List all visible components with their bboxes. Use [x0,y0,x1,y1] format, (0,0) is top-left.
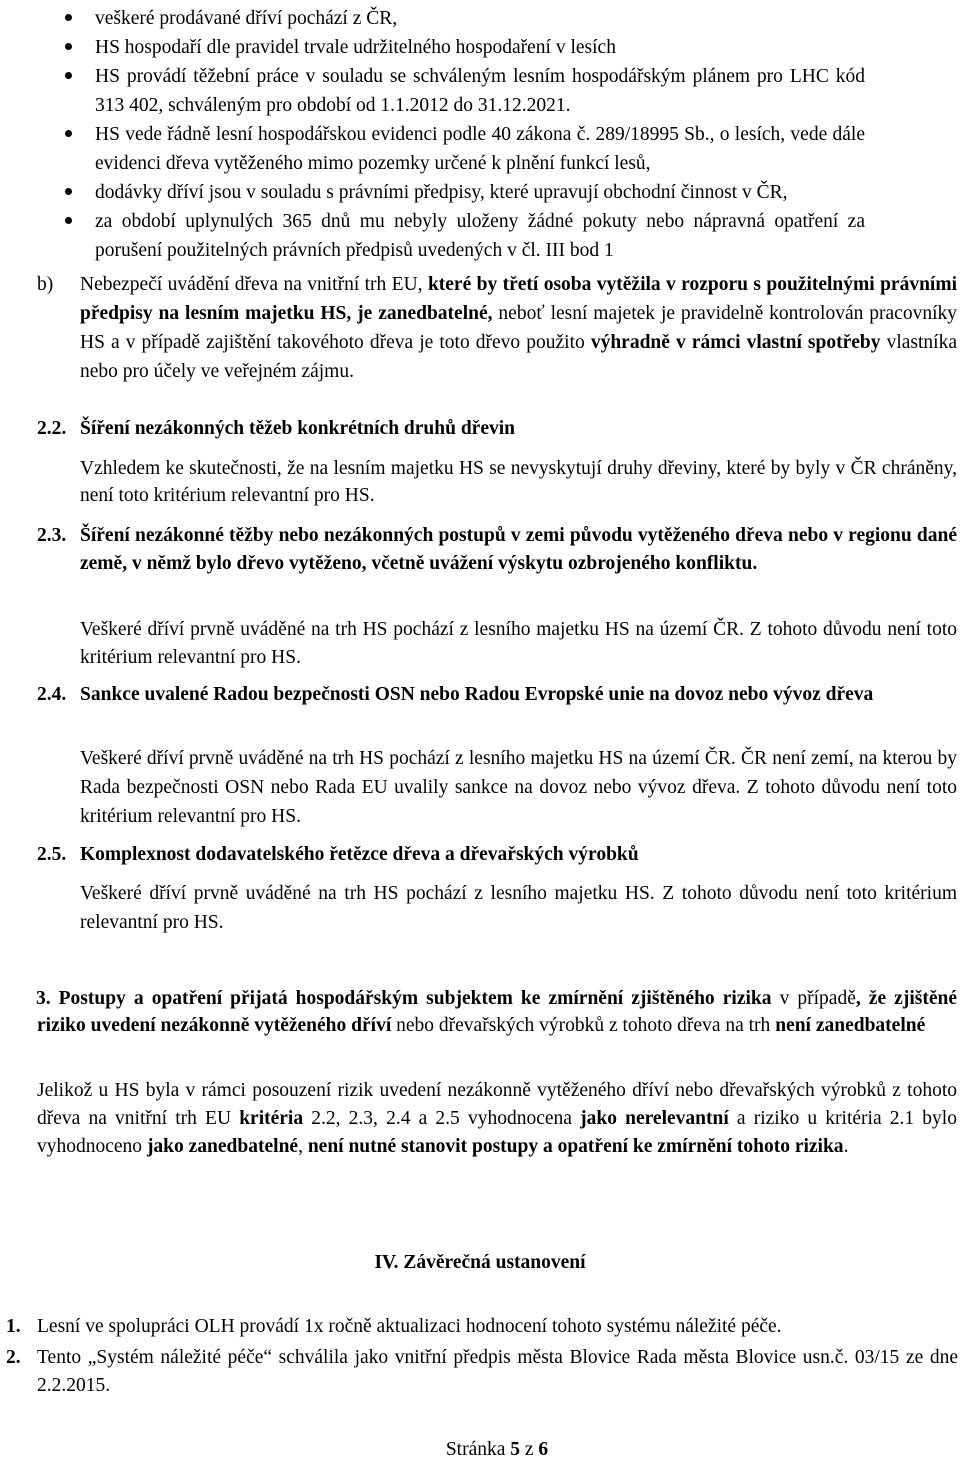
item-b [37,270,957,386]
final-provision-item [6,1314,958,1340]
total-pages: 6 [538,1439,549,1460]
section-3-bold: jako zanedbatelné [146,1136,299,1157]
item-b-text-part: vlastníka nebo pro účely ve veřejném zájmu. [80,332,957,382]
section-3-body [37,1077,957,1161]
section-2-4-body: Veškeré dříví prvně uváděné na trh HS pochází z lesního majetku HS na území ČR. ČR není zemí, na kterou by Rada bezpečnosti OSN nebo Rada EU uvalily sankce na dovoz nebo vývoz dřeva. Z tohoto důvodu není toto kritérium relevantní pro HS. [80,748,957,827]
item-number: 2. [6,1347,21,1368]
item-b-text [80,270,957,386]
section-3-heading-bold: není zanedbatelné [775,1015,926,1036]
bullet-item: HS provádí těžební práce v souladu se schváleným lesním hospodářským plánem pro LHC kód 313 402, schváleným pro období od 1.1.2012 do 31.12.2021. [0,62,865,120]
section-number: 2.4. [37,684,67,705]
section-3-text: , [298,1136,308,1157]
item-b-label: b) [37,274,54,295]
section-3-text: 2.2, 2.3, 2.4 a 2.5 vyhodnocena [303,1108,581,1129]
bullet-item: veškeré prodávané dříví pochází z ČR, [0,4,865,33]
section-2-2-body: Vzhledem ke skutečnosti, že na lesním majetku HS se nevyskytují druhy dřeviny, které by byly v ČR chráněny, není toto kritérium relevantní pro HS. [80,458,957,506]
section-3-text: Jelikož u HS byla v rámci posouzení rizik uvedení nezákonně vytěženého dříví nebo dřevařských výrobků z tohoto dřeva na vnitřní trh EU [37,1080,957,1129]
section-heading: Šíření nezákonných těžeb konkrétních druhů dřevin [80,418,516,439]
section-2-5-heading [37,842,957,868]
section-3-bold: není nutné stanovit postupy a opatření ke zmírnění tohoto rizika [307,1136,844,1157]
section-heading: Šíření nezákonné těžby nebo nezákonných postupů v zemi původu vytěženého dřeva nebo v regionu dané země, v němž bylo dřevo vytěženo, včetně uvážení výskytu ozbrojeného konfliktu. [80,525,957,574]
section-heading: Komplexnost dodavatelského řetězce dřeva a dřevařských výrobků [80,844,639,865]
section-3-text: . [843,1136,849,1157]
item-b-bold-part: které by třetí osoba vytěžila v rozporu s použitelnými právními předpisy na lesním majetku HS, je zanedbatelné, [80,274,957,324]
item-b-text-part: neboť lesní majetek je pravidelně kontrolován pracovníky HS a v případě zajištění takovéhoto dřeva je toto dřevo použito [80,303,958,353]
section-number: 2.5. [37,844,67,865]
section-3-bold: kritéria [239,1108,304,1129]
section-3-heading-text: nebo dřevařských výrobků z tohoto dřeva na trh [391,1015,776,1036]
section-heading: Sankce uvalené Radou bezpečnosti OSN nebo Radou Evropské unie na dovoz nebo vývoz dřeva [80,684,874,705]
current-page: 5 [510,1439,521,1460]
chapter-iv-heading [0,1250,960,1276]
section-2-3-body: Veškeré dříví prvně uváděné na trh HS pochází z lesního majetku HS na území ČR. Z tohoto důvodu není toto kritérium relevantní pro HS. [80,619,957,668]
bullet-item: dodávky dříví jsou v souladu s právními předpisy, které upravují obchodní činnost v ČR, [0,178,865,207]
final-provision-item [6,1344,958,1400]
section-number: 3. [36,988,51,1009]
item-text: Lesní ve spolupráci OLH provádí 1x ročně aktualizaci hodnocení tohoto systému náležité péče. [37,1316,782,1337]
section-3-text: a riziko u kritéria 2.1 bylo vyhodnoceno [37,1108,957,1157]
section-3-heading-bold: , že zjištěné riziko uvedení nezákonně vytěženého dříví [37,988,957,1036]
bullet-list [0,4,865,265]
item-b-bold-part: výhradně v rámci vlastní spotřeby [590,332,881,353]
item-text: Tento „Systém náležité péče“ schválila jako vnitřní předpis města Blovice Rada města Blovice usn.č. 03/15 ze dne 2.2.2015. [37,1347,958,1396]
section-3-heading [37,985,957,1039]
section-2-3-heading [37,522,957,578]
footer-separator: z [520,1439,539,1460]
section-2-5-body: Veškeré dříví prvně uváděné na trh HS pochází z lesního majetku HS. Z tohoto důvodu není toto kritérium relevantní pro HS. [80,883,957,933]
section-number: 2.2. [37,418,67,439]
section-3-heading-bold: Postupy a opatření přijatá hospodářským subjektem ke zmírnění zjištěného rizika [58,988,772,1009]
section-2-2-heading [37,416,957,442]
footer-label: Stránka [445,1439,511,1460]
chapter-iv-title: IV. Závěrečná ustanovení [374,1252,586,1273]
bullet-item: HS hospodaří dle pravidel trvale udržitelného hospodaření v lesích [0,33,865,62]
bullet-item: za období uplynulých 365 dnů mu nebyly uloženy žádné pokuty nebo nápravná opatření za porušení použitelných právních předpisů uvedených v čl. III bod 1 [0,207,865,265]
section-2-4-heading [37,681,957,709]
bullet-item: HS vede řádně lesní hospodářskou evidenci podle 40 zákona č. 289/18995 Sb., o lesích, vede dále evidenci dřeva vytěženého mimo pozemky určené k plnění funkcí lesů, [0,120,865,178]
section-number: 2.3. [37,525,67,546]
page-footer [0,1437,960,1463]
item-number: 1. [6,1316,21,1337]
section-3-heading-text: v případě [771,988,856,1009]
item-b-text-part: Nebezpečí uvádění dřeva na vnitřní trh EU, [80,274,428,295]
section-3-bold: jako nerelevantní [580,1108,729,1129]
bullet-list-block [0,4,960,265]
